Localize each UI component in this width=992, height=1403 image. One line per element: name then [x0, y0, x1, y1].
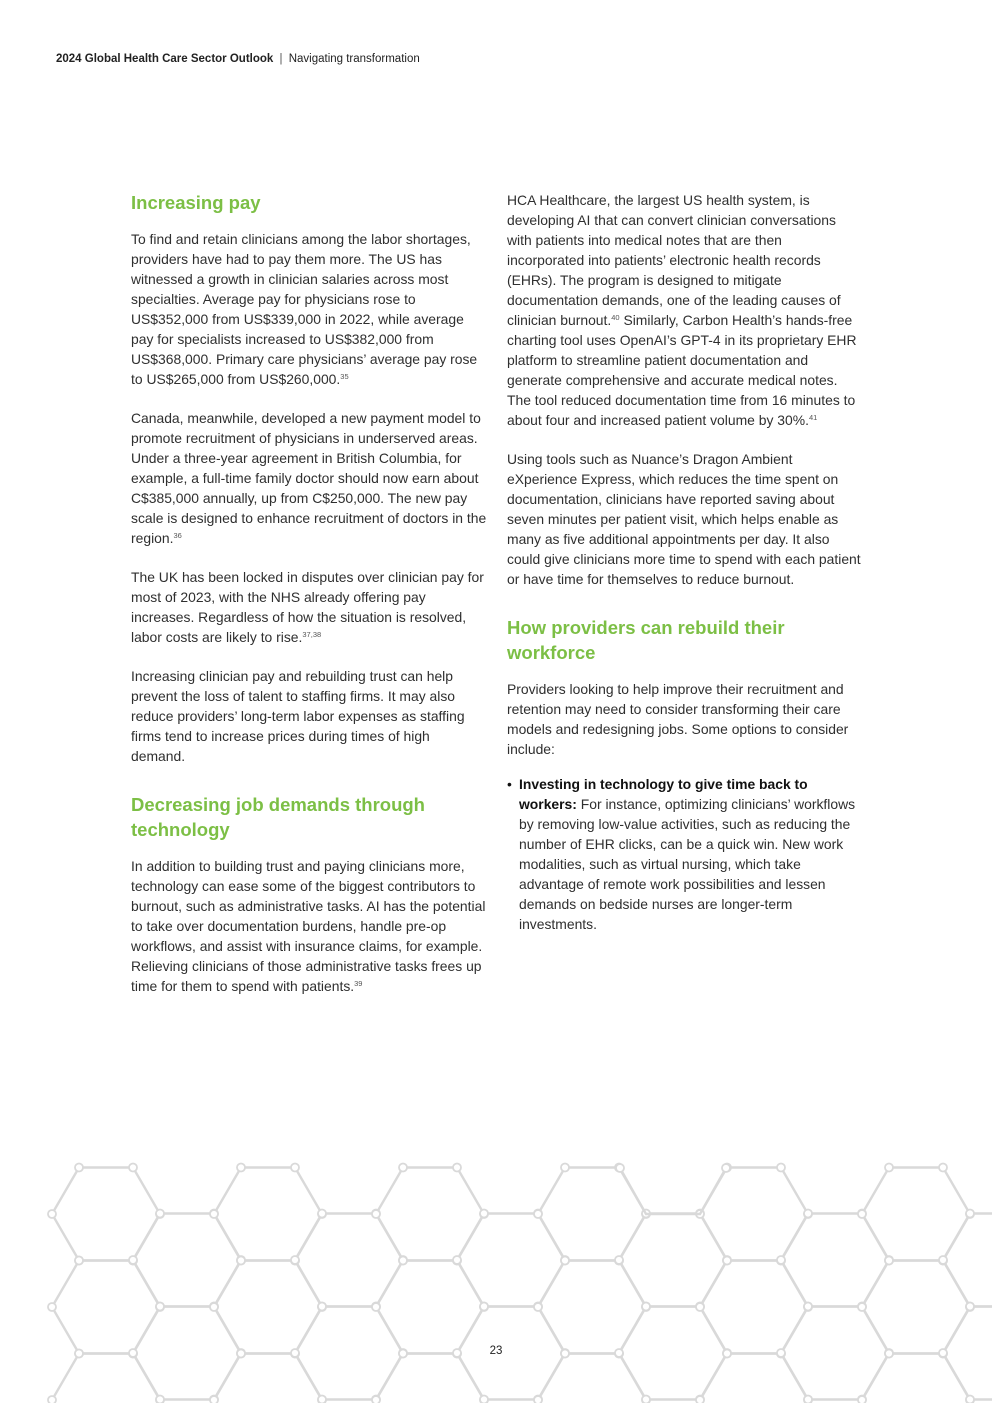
hexagon-node: [642, 1396, 650, 1403]
hexagon-node: [642, 1303, 650, 1311]
hexagon-node: [318, 1396, 326, 1403]
paragraph-text: HCA Healthcare, the largest US health system, is developing AI that can convert clinician conversations with patients into medical notes that are then incorporated into patients’ electronic health records (EHRs). The program is designed to mitigate documentation demands, one of the leading causes of clinician burnout.: [507, 192, 841, 328]
hexagon-cell: [862, 1168, 970, 1261]
paragraph-providers-options: Providers looking to help improve their recruitment and retention may need to consider transforming their care models and redesigning jobs. Some options to consider include:: [507, 681, 849, 757]
hexagon-node: [237, 1257, 245, 1265]
footnote-ref: 36: [173, 531, 182, 540]
hexagon-node: [210, 1396, 218, 1403]
hexagon-node: [453, 1256, 461, 1264]
paragraph-technology: [131, 856, 487, 996]
footnote-ref: 39: [354, 979, 363, 988]
hexagon-cell: [214, 1261, 322, 1354]
hexagon-cell: [943, 1214, 992, 1307]
hexagon-node: [129, 1256, 137, 1264]
hexagon-cell: [52, 1261, 160, 1354]
hexagon-cell: [619, 1214, 727, 1307]
hexagon-cell: [700, 1354, 808, 1403]
hexagon-node: [804, 1303, 812, 1311]
hexagon-node: [885, 1257, 893, 1265]
footnote-ref: 41: [808, 413, 818, 422]
hexagon-node: [399, 1257, 407, 1265]
hexagon-node: [48, 1396, 56, 1403]
hexagon-node: [48, 1210, 56, 1218]
hexagon-node: [372, 1396, 380, 1403]
hexagon-cell: [457, 1214, 565, 1307]
paragraph-text: The UK has been locked in disputes over clinician pay for most of 2023, with the NHS already offering pay increases. Regardless of how the situation is resolved, labor costs are likely to rise.: [131, 569, 484, 645]
hexagon-node: [291, 1164, 299, 1172]
page-number: 23: [489, 1345, 503, 1357]
hexagon-cell: [700, 1261, 808, 1354]
hexagon-cell: [862, 1354, 970, 1403]
left-column: [131, 190, 487, 996]
hexagon-node: [318, 1210, 326, 1218]
hexagon-node: [480, 1303, 488, 1311]
hexagon-node: [372, 1210, 380, 1218]
paragraph-text: Canada, meanwhile, developed a new payment model to promote recruitment of physicians in underserved areas. Under a three-year agreement in British Columbia, for example, a full-time family doctor should now earn about C$385,000 annually, up from C$250,000. The new pay scale is designed to enhance recruitment of doctors in the region.: [131, 410, 487, 546]
list-item-text: For instance, optimizing clinicians’ workflows by removing low-value activities, such as reducing the number of EHR clicks, can be a quick win. New work modalities, such as virtual nursing, which take advantage of remote work possibilities and lessen demands on bedside nurses are longer-term investments.: [519, 796, 856, 932]
hexagon-node: [210, 1210, 218, 1218]
hexagon-node: [858, 1210, 866, 1218]
hexagon-node: [804, 1396, 812, 1403]
hexagon-node: [237, 1164, 245, 1172]
hexagon-cell: [133, 1214, 241, 1307]
paragraph-nuance-dragon: Using tools such as Nuance’s Dragon Ambient eXperience Express, which reduces the time spent on documentation, clinicians have reported saving about seven minutes per patient visit, which helps enable as many as five additional appointments per day. It also could give clinicians more time to spend with each patient or have time for themselves to reduce burnout.: [507, 451, 861, 587]
hexagon-node: [616, 1164, 624, 1172]
hexagon-node: [561, 1257, 569, 1265]
hexagon-node: [156, 1303, 164, 1311]
footnote-ref: 37,38: [302, 630, 322, 639]
hexagon-node: [156, 1210, 164, 1218]
hexagon-cell: [862, 1261, 970, 1354]
paragraph-text: In addition to building trust and paying clinicians more, technology can ease some of the biggest contributors to burnout, such as administrative tasks. AI has the potential to take over documentation burdens, handle pre-op workflows, and assist with insurance claims, for example. Relieving clinicians of those administrative tasks frees up time for them to spend with patients.: [131, 858, 486, 994]
hexagon-node: [75, 1164, 83, 1172]
list-item: [507, 774, 861, 934]
hexagon-cell: [538, 1261, 646, 1354]
hexagon-node: [156, 1396, 164, 1403]
hexagon-node: [318, 1303, 326, 1311]
paragraph-hca-healthcare: [507, 190, 861, 430]
paragraph-uk-pay: [131, 567, 487, 647]
hexagon-node: [858, 1303, 866, 1311]
hexagon-cell: [538, 1168, 646, 1261]
footnote-ref: 35: [340, 372, 349, 381]
header-separator: |: [279, 53, 283, 65]
hexagon-node: [722, 1164, 730, 1172]
hexagon-node: [696, 1303, 704, 1311]
report-subtitle: Navigating transformation: [288, 53, 420, 65]
hexagon-node: [966, 1396, 974, 1403]
section-heading-increasing-pay: Increasing pay: [131, 192, 261, 213]
hexagon-node: [453, 1164, 461, 1172]
section-heading-rebuild-workforce: How providers can rebuild their workforce: [507, 617, 785, 663]
hexagon-node: [966, 1303, 974, 1311]
hexagon-node: [885, 1164, 893, 1172]
page-header: [56, 53, 420, 65]
hexagon-node: [615, 1256, 623, 1264]
right-column: [507, 190, 861, 934]
paragraph-us-pay: [131, 229, 487, 389]
hexagon-node: [534, 1303, 542, 1311]
hexagon-cell: [781, 1214, 889, 1307]
hexagon-cell: [214, 1354, 322, 1403]
hexagon-node: [129, 1164, 137, 1172]
footnote-ref: 40: [611, 313, 620, 322]
network-branch: [620, 1168, 726, 1214]
paragraph-rebuilding-trust: Increasing clinician pay and rebuilding trust can help prevent the loss of talent to staffing firms. It may also reduce providers’ long-term labor expenses as staffing firms tend to increase prices during times of high demand.: [131, 668, 465, 764]
hexagon-node: [777, 1256, 785, 1264]
hexagon-cell: [376, 1261, 484, 1354]
paragraph-text: Similarly, Carbon Health’s hands-free charting tool uses OpenAI’s GPT-4 in its proprietary EHR platform to streamline patient documentation and generate comprehensive and accurate medical notes. The tool reduced documentation time from 16 minutes to about four and increased patient volume by 30%.: [507, 312, 857, 428]
hexagon-node: [858, 1396, 866, 1403]
hexagon-node: [534, 1210, 542, 1218]
paragraph-canada-pay: [131, 408, 487, 548]
hexagon-node: [291, 1256, 299, 1264]
hexagon-node: [561, 1164, 569, 1172]
hexagon-node: [966, 1210, 974, 1218]
hexagon-node: [723, 1257, 731, 1265]
hexagon-cell: [376, 1354, 484, 1403]
hexagon-node: [480, 1396, 488, 1403]
hexagon-node: [804, 1210, 812, 1218]
hexagon-cell: [700, 1168, 808, 1261]
hexagon-node: [75, 1257, 83, 1265]
hexagon-node: [939, 1164, 947, 1172]
hexagon-cell: [52, 1168, 160, 1261]
hexagon-cell: [376, 1168, 484, 1261]
hexagon-cell: [295, 1214, 403, 1307]
hexagon-node: [480, 1210, 488, 1218]
hexagon-node: [939, 1256, 947, 1264]
options-list: [507, 774, 861, 934]
hexagon-network-pattern: [0, 1150, 992, 1403]
hexagon-cell: [214, 1168, 322, 1261]
section-heading-decreasing-demands: Decreasing job demands through technology: [131, 794, 425, 840]
hexagon-node: [48, 1303, 56, 1311]
paragraph-text: To find and retain clinicians among the labor shortages, providers have had to pay them more. The US has witnessed a growth in clinician salaries across most specialties. Average pay for physicians rose to US$352,000 from US$339,000 in 2022, while average pay for specialists increased to US$382,000 from US$368,000. Primary care physicians’ average pay rose to US$265,000 from US$260,000.: [131, 231, 478, 387]
list-item-lead: Investing in technology to give time back to workers:: [519, 776, 808, 812]
hexagon-node: [534, 1396, 542, 1403]
hexagon-cell: [538, 1354, 646, 1403]
hexagon-node: [372, 1303, 380, 1311]
hexagon-node: [210, 1303, 218, 1311]
hexagon-node: [696, 1396, 704, 1403]
hexagon-node: [399, 1164, 407, 1172]
hexagon-node: [777, 1164, 785, 1172]
hexagon-cell: [52, 1354, 160, 1403]
report-title: 2024 Global Health Care Sector Outlook: [56, 53, 274, 65]
